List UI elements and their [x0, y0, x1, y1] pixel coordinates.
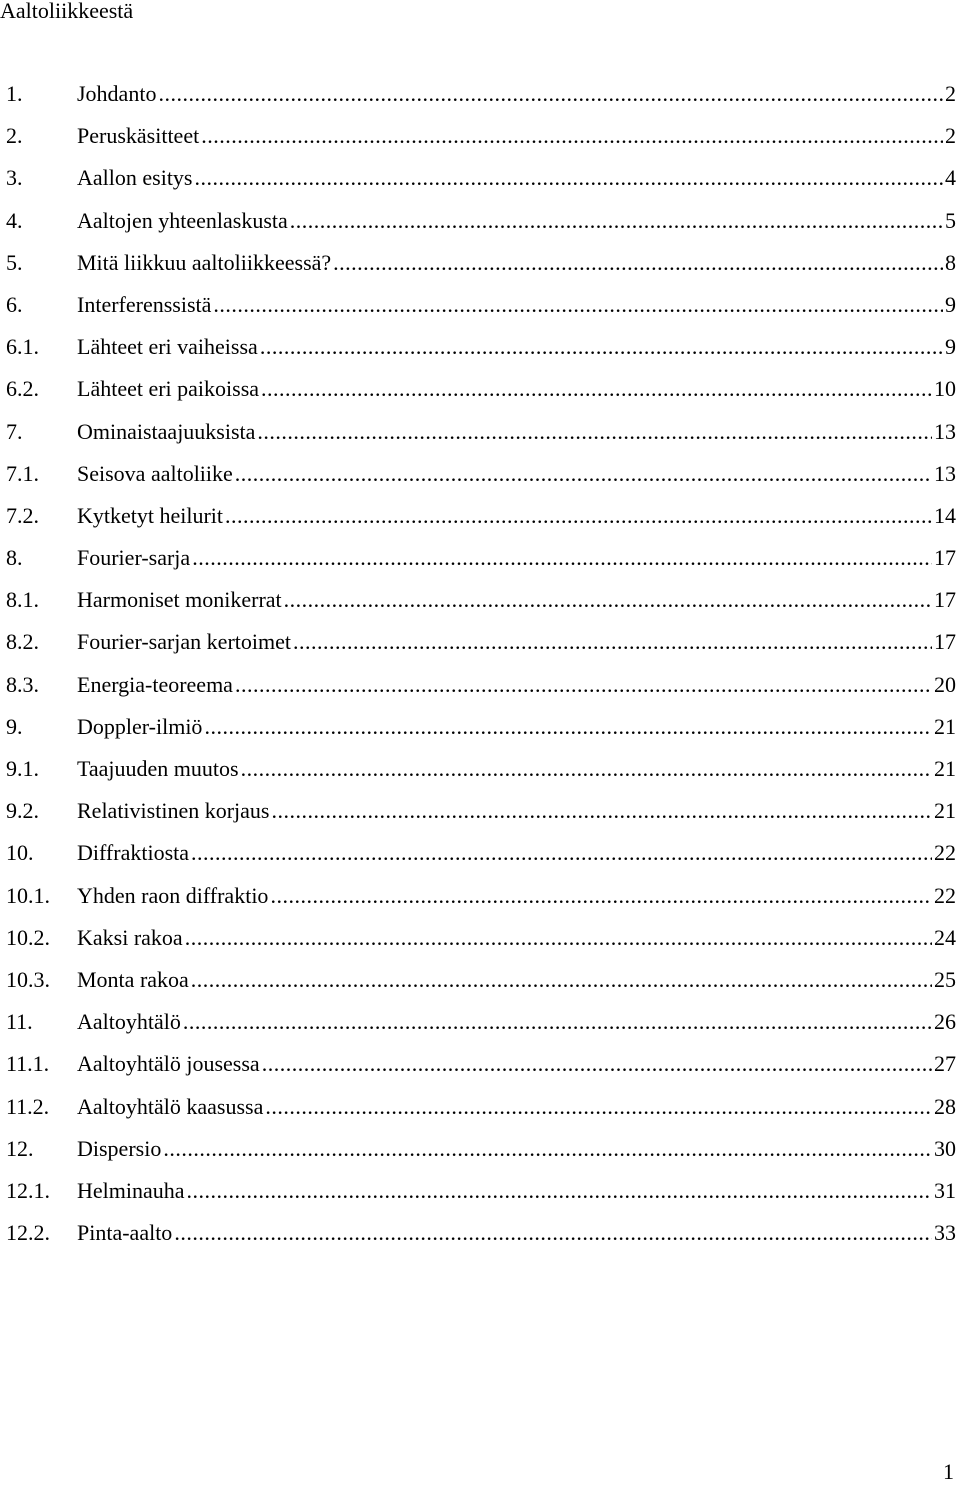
toc-entry-title[interactable]: Monta rakoa: [77, 966, 189, 992]
toc-entry-page: 2: [945, 81, 956, 106]
toc-dot-leader: [213, 291, 943, 319]
toc-entry[interactable]: [0, 249, 960, 291]
toc-entry-number: 12.2.: [6, 1220, 50, 1246]
toc-dot-leader: [163, 1135, 932, 1163]
toc-entry-number: 11.1.: [6, 1051, 50, 1077]
toc-dot-leader: [204, 713, 932, 741]
toc-dot-leader: [262, 1050, 932, 1078]
toc-entry[interactable]: [0, 713, 960, 755]
toc-dot-leader: [183, 1008, 932, 1036]
toc-dot-leader: [261, 375, 932, 403]
toc-entry-title[interactable]: Kytketyt heilurit: [77, 502, 224, 528]
toc-entry-page: 14: [934, 502, 956, 528]
toc-entry-page: 8: [945, 249, 956, 275]
toc-entry-number: 9.1.: [6, 756, 39, 781]
toc-entry-title[interactable]: Mitä liikkuu aaltoliikkeessä?: [77, 249, 332, 275]
toc-entry-page: 17: [934, 545, 956, 571]
toc-entry-number: 8.3.: [6, 671, 39, 697]
toc-entry-page: 25: [934, 966, 956, 992]
toc-entry-number: 7.2.: [6, 502, 39, 528]
toc-dot-leader: [191, 966, 932, 994]
toc-entry-title[interactable]: Taajuuden muutos: [77, 756, 239, 781]
toc-entry[interactable]: [0, 882, 960, 924]
toc-entry-title[interactable]: Helminauha: [77, 1177, 185, 1203]
toc-entry-page: 2: [945, 123, 956, 149]
toc-entry-title[interactable]: Fourier-sarjan kertoimet: [77, 629, 291, 655]
toc-entry[interactable]: [0, 80, 960, 122]
toc-dot-leader: [241, 755, 932, 783]
toc-dot-leader: [225, 502, 932, 530]
toc-dot-leader: [174, 1219, 932, 1247]
toc-entry-number: 2.: [6, 123, 23, 149]
toc-entry-title[interactable]: Aaltojen yhteenlaskusta: [77, 207, 288, 233]
toc-entry-number: 9.2.: [6, 798, 39, 824]
toc-dot-leader: [270, 882, 932, 910]
toc-entry[interactable]: [0, 1008, 960, 1050]
toc-entry[interactable]: [0, 924, 960, 966]
toc-entry-title[interactable]: Lähteet eri paikoissa: [77, 376, 260, 402]
toc-entry-title[interactable]: Relativistinen korjaus: [77, 798, 270, 824]
toc-dot-leader: [235, 460, 932, 488]
toc-dot-leader: [158, 80, 943, 108]
toc-entry-page: 22: [934, 882, 956, 908]
toc-entry-title[interactable]: Aaltoyhtälö kaasussa: [77, 1093, 264, 1119]
toc-entry-page: 10: [934, 376, 956, 402]
toc-entry-number: 11.: [6, 1009, 33, 1035]
toc-dot-leader: [195, 164, 944, 192]
toc-entry-title[interactable]: Energia-teoreema: [77, 671, 233, 697]
toc-entry[interactable]: [0, 1219, 960, 1261]
toc-entry[interactable]: [0, 755, 960, 797]
toc-entry-page: 9: [945, 291, 956, 317]
toc-entry-page: 31: [934, 1177, 956, 1203]
toc-entry[interactable]: [0, 671, 960, 713]
toc-entry-number: 10.2.: [6, 924, 50, 950]
toc-entry-title[interactable]: Yhden raon diffraktio: [77, 882, 269, 908]
toc-entry[interactable]: [0, 544, 960, 586]
toc-dot-leader: [333, 249, 943, 277]
toc-dot-leader: [290, 207, 943, 235]
toc-dot-leader: [257, 418, 932, 446]
toc-entry-title[interactable]: Peruskäsitteet: [77, 123, 200, 149]
toc-entry-page: 26: [934, 1009, 956, 1035]
table-of-contents: [0, 80, 960, 1261]
toc-entry-number: 10.: [6, 840, 34, 866]
toc-dot-leader: [187, 1177, 932, 1205]
toc-entry-title[interactable]: Dispersio: [77, 1135, 162, 1161]
toc-entry[interactable]: [0, 207, 960, 249]
toc-entry[interactable]: [0, 966, 960, 1008]
toc-entry[interactable]: [0, 164, 960, 206]
toc-dot-leader: [201, 122, 943, 150]
toc-entry-page: 17: [934, 629, 956, 655]
toc-dot-leader: [185, 924, 932, 952]
toc-entry-title[interactable]: Pinta-aalto: [77, 1220, 173, 1246]
toc-entry[interactable]: [0, 333, 960, 375]
toc-entry[interactable]: [0, 1093, 960, 1135]
toc-entry-title[interactable]: Ominaistaajuuksista: [77, 418, 256, 444]
toc-entry-number: 6.1.: [6, 334, 39, 360]
toc-entry-title[interactable]: Seisova aaltoliike: [77, 460, 233, 486]
toc-entry[interactable]: [0, 586, 960, 628]
toc-entry-page: 21: [934, 713, 956, 739]
toc-entry-number: 7.: [6, 418, 23, 444]
toc-entry-page: 17: [934, 587, 956, 613]
toc-entry-number: 10.3.: [6, 966, 50, 992]
toc-entry-number: 1.: [6, 81, 23, 106]
toc-entry-title[interactable]: Fourier-sarja: [77, 545, 191, 571]
toc-entry[interactable]: [0, 460, 960, 502]
toc-entry-number: 8.1.: [6, 587, 39, 613]
toc-entry-title[interactable]: Harmoniset monikerrat: [77, 587, 282, 613]
toc-dot-leader: [265, 1093, 932, 1121]
toc-entry-page: 21: [934, 756, 956, 781]
toc-dot-leader: [293, 628, 932, 656]
toc-entry[interactable]: [0, 1177, 960, 1219]
toc-entry-number: 12.: [6, 1135, 34, 1161]
page-number: 1: [943, 1459, 954, 1484]
toc-entry[interactable]: [0, 1050, 960, 1092]
toc-dot-leader: [191, 839, 932, 867]
toc-entry[interactable]: [0, 291, 960, 333]
toc-entry[interactable]: [0, 628, 960, 670]
toc-entry-title[interactable]: Aallon esitys: [77, 165, 193, 191]
toc-entry-number: 8.: [6, 545, 23, 571]
toc-entry-page: 4: [945, 165, 956, 191]
toc-entry[interactable]: [0, 797, 960, 839]
toc-entry-number: 8.2.: [6, 629, 39, 655]
toc-entry-number: 6.2.: [6, 376, 39, 402]
toc-entry-page: 21: [934, 798, 956, 824]
toc-entry-title[interactable]: Aaltoyhtälö jousessa: [77, 1051, 260, 1077]
toc-dot-leader: [284, 586, 932, 614]
toc-entry[interactable]: [0, 418, 960, 460]
toc-entry[interactable]: [0, 839, 960, 881]
toc-entry-number: 4.: [6, 207, 23, 233]
toc-entry-page: 24: [934, 924, 956, 950]
toc-entry-number: 9.: [6, 713, 23, 739]
toc-entry-number: 7.1.: [6, 460, 39, 486]
toc-entry-title[interactable]: Aaltoyhtälö: [77, 1009, 181, 1035]
toc-entry-page: 33: [934, 1220, 956, 1246]
toc-entry-page: 28: [934, 1093, 956, 1119]
toc-entry[interactable]: [0, 375, 960, 417]
toc-entry-page: 30: [934, 1135, 956, 1161]
toc-entry-number: 11.2.: [6, 1093, 50, 1119]
toc-entry-number: 10.1.: [6, 882, 50, 908]
document-title: Aaltoliikkeestä: [0, 0, 134, 23]
toc-dot-leader: [235, 671, 932, 699]
toc-entry[interactable]: [0, 122, 960, 164]
toc-entry-page: 5: [945, 207, 956, 233]
toc-entry-title[interactable]: Johdanto: [77, 81, 157, 106]
toc-entry[interactable]: [0, 1135, 960, 1177]
toc-entry-number: 3.: [6, 165, 23, 191]
toc-entry-number: 12.1.: [6, 1177, 50, 1203]
toc-entry-number: 6.: [6, 291, 23, 317]
toc-entry-title[interactable]: Kaksi rakoa: [77, 924, 183, 950]
toc-entry-page: 20: [934, 671, 956, 697]
toc-entry-title[interactable]: Diffraktiosta: [77, 840, 190, 866]
toc-entry-number: 5.: [6, 249, 23, 275]
toc-entry-page: 13: [934, 460, 956, 486]
toc-entry-page: 22: [934, 840, 956, 866]
toc-dot-leader: [271, 797, 932, 825]
toc-entry[interactable]: [0, 502, 960, 544]
toc-entry-title[interactable]: Doppler-ilmiö: [77, 713, 203, 739]
toc-dot-leader: [192, 544, 932, 572]
toc-entry-title[interactable]: Interferenssistä: [77, 291, 212, 317]
toc-dot-leader: [260, 333, 943, 361]
toc-entry-page: 13: [934, 418, 956, 444]
toc-entry-title[interactable]: Lähteet eri vaiheissa: [77, 334, 258, 360]
toc-entry-page: 27: [934, 1051, 956, 1077]
toc-entry-page: 9: [945, 334, 956, 360]
